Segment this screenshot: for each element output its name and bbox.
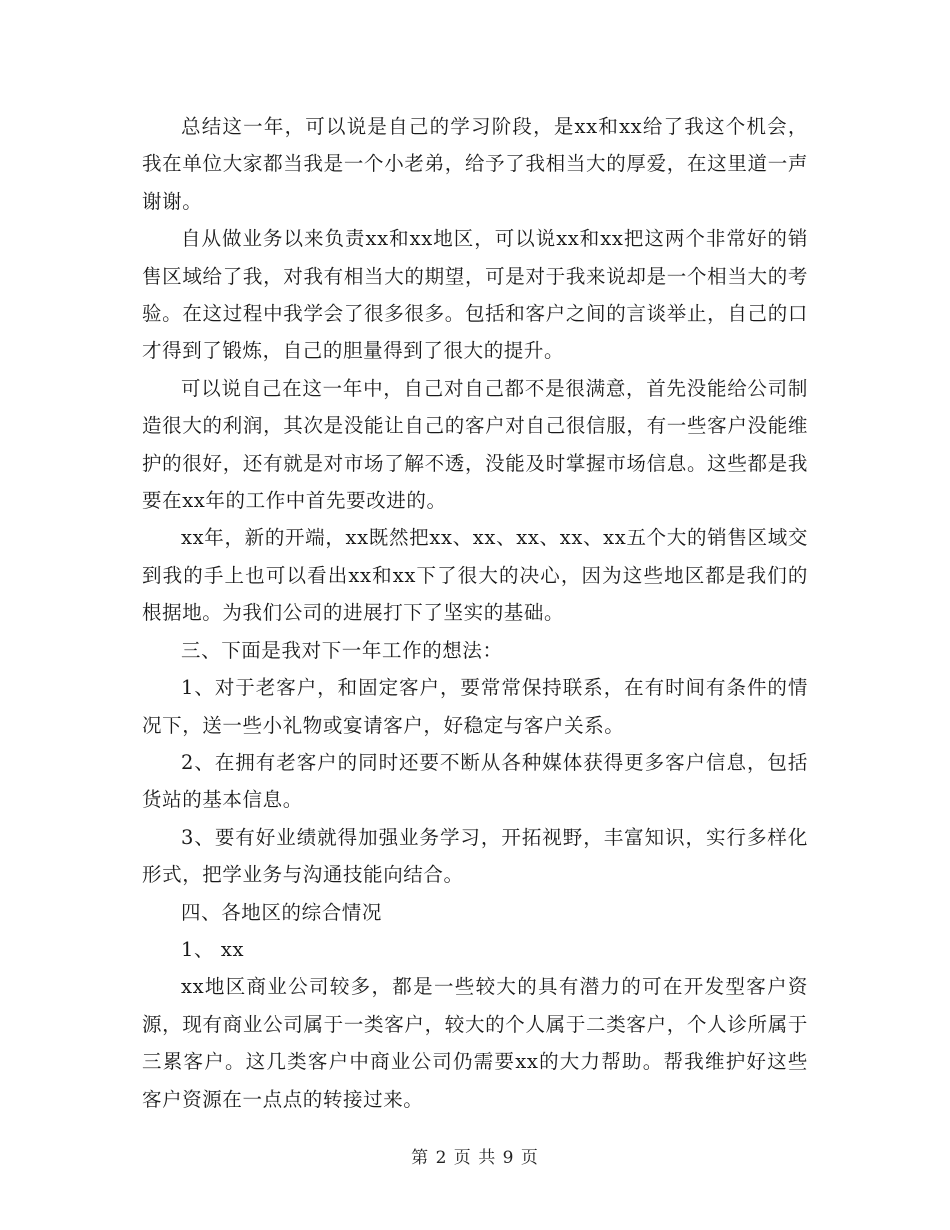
paragraph-region-1-details: xx地区商业公司较多，都是一些较大的具有潜力的可在开发型客户资源，现有商业公司属于一类客户，较大的个人属于二类客户，个人诊所属于三累客户。这几类客户中商业公司仍需要xx的大力帮助。帮我维护好这些客户资源在一点点的转接过来。	[142, 975, 808, 1111]
list-item-business-study: 3、要有好业绩就得加强业务学习，开拓视野，丰富知识，实行多样化形式，把学业务与沟通技能向结合。	[142, 825, 808, 887]
list-item-old-customers: 1、对于老客户，和固定客户，要常常保持联系，在有时间有条件的情况下，送一些小礼物或宴请客户，好稳定与客户关系。	[142, 676, 808, 737]
paragraph-summary: 总结这一年，可以说是自己的学习阶段，是xx和xx给了我这个机会，我在单位大家都当我是一个小老弟，给予了我相当大的厚爱，在这里道一声谢谢。	[142, 115, 808, 213]
section-heading-regions: 四、各地区的综合情况	[181, 900, 383, 924]
paragraph-self-assessment: 可以说自己在这一年中，自己对自己都不是很满意，首先没能给公司制造很大的利润，其次是没能让自己的客户对自己很信服，有一些客户没能维护的很好，还有就是对市场了解不透，没能及时掌握市场信息。这些都是我要在xx年的工作中首先要改进的。	[142, 376, 808, 513]
list-item-customer-info: 2、在拥有老客户的同时还要不断从各种媒体获得更多客户信息，包括货站的基本信息。	[142, 750, 808, 812]
paragraph-new-beginning: xx年，新的开端，xx既然把xx、xx、xx、xx、xx五个大的销售区域交到我的手上也可以看出xx和xx下了很大的决心，因为这些地区都是我们的根据地。为我们公司的进展打下了坚实的基础。	[142, 526, 808, 625]
document-body	[142, 108, 808, 1118]
page-number-footer: 第 2 页 共 9 页	[411, 1148, 539, 1168]
section-heading-next-year: 三、下面是我对下一年工作的想法：	[181, 638, 503, 662]
subsection-heading-region-1: 1、 xx	[181, 937, 245, 961]
paragraph-business-regions: 自从做业务以来负责xx和xx地区，可以说xx和xx把这两个非常好的销售区域给了我，对我有相当大的期望，可是对于我来说却是一个相当大的考验。在这过程中我学会了很多很多。包括和客户之间的言谈举止，自己的口才得到了锻炼，自己的胆量得到了很大的提升。	[142, 227, 808, 363]
